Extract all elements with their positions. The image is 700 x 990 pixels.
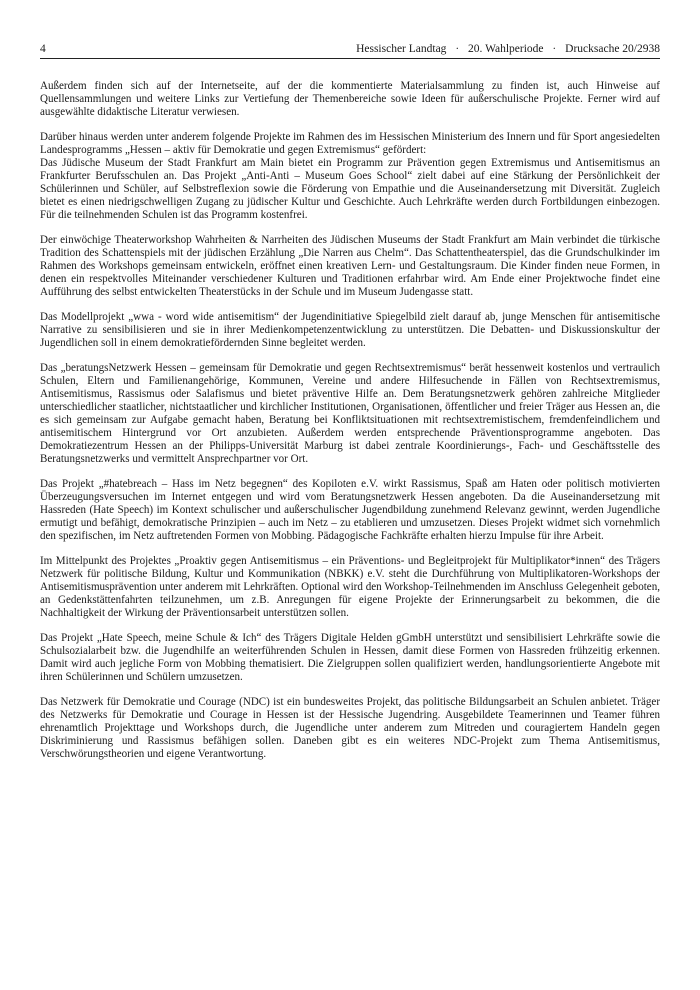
legislative-period: 20. Wahlperiode	[468, 43, 544, 55]
paragraph: Das Netzwerk für Demokratie und Courage (NDC) ist ein bundesweites Projekt, das politische Bildungsarbeit an Schulen anbietet. Träger des Netzwerks für Demokratie und Courage in Hessen ist der Hessische Jugendring. Ausgebildete Teamerinnen und Teamer führen ehrenamtlich Projekttage und Workshops durch, die Jugendliche unter anderem zum Mitreden und couragiertem Handeln gegen Diskriminierung und Rassismus befähigen sollen. Daneben gibt es ein weiteres NDC-Projekt zum Thema Antisemitismus, Verschwörungstheorien und eigene Verantwortung.	[40, 696, 660, 760]
document-number: Drucksache 20/2938	[565, 43, 660, 55]
header-separator: ·	[552, 43, 557, 55]
paragraph: Darüber hinaus werden unter anderem folgende Projekte im Rahmen des im Hessischen Ministerium des Innern und für Sport angesiedelten Landesprogramms „Hessen – aktiv für Demokratie und gegen Extremismus“ gefördert:	[40, 131, 660, 156]
header-meta	[356, 42, 660, 56]
paragraph: Das „beratungsNetzwerk Hessen – gemeinsam für Demokratie und gegen Rechtsextremismus“ berät hessenweit kostenlos und vertraulich Schulen, Eltern und Familienangehörige, Kommunen, Vereine und andere Hilfesuchende in Fällen von Rechtsextremismus, Antisemitismus, Rassismus oder Salafismus und bietet präventive Hilfe an. Dem Beratungsnetzwerk gehören zahlreiche Mitglieder unterschiedlicher staatlicher, nichtstaatlicher und kirchlicher Institutionen, Organisationen, öffentlicher und freier Träger aus Hessen an, die es sich gemeinsam zur Aufgabe gemacht haben, Beratung bei Konfliktsituationen mit rechtsextremistischem, fremdenfeindlichem und antisemitischem Hintergrund vor Ort anzubieten. Außerdem werden entsprechende Präventionsprogramme angeboten. Das Demokratiezentrum Hessen an der Philipps-Universität Marburg ist dabei zentrale Koordinierungs-, Fach- und Geschäftsstelle des Beratungsnetzwerks und vermittelt Ansprechpartner vor Ort.	[40, 362, 660, 465]
paragraph: Das Jüdische Museum der Stadt Frankfurt am Main bietet ein Programm zur Prävention gegen Extremismus und Antisemitismus an Frankfurter Berufsschulen an. Das Projekt „Anti-Anti – Museum Goes School“ zielt dabei auf eine Stärkung der Persönlichkeit der Schülerinnen und Schüler, auf Selbstreflexion sowie die Förderung von Empathie und die Auseinandersetzung mit Diversität. Zugleich bietet es einen niedrigschwelligen Zugang zu jüdischer Kultur und Geschichte. Auch Lehrkräfte werden durch Fortbildungen einbezogen. Für die teilnehmenden Schulen ist das Programm kostenfrei.	[40, 157, 660, 221]
page-number: 4	[40, 43, 46, 55]
paragraph: Im Mittelpunkt des Projektes „Proaktiv gegen Antisemitismus – ein Präventions- und Begleitprojekt für Multiplikator*innen“ des Trägers Netzwerk für politische Bildung, Kultur und Kommunikation (NBKK) e.V. steht die Durchführung von Multiplikatoren-Workshops der Antisemitismusprävention unter anderem mit Lehrkräften. Optional wird den Workshop-Teilnehmenden im Anschluss Gelegenheit geboten, an Gedenkstättenfahrten teilzunehmen, um z.B. Anregungen für eigene Projekte der Erinnerungsarbeit zu bekommen, die die Nachhaltigkeit der Wirkung der Präventionsarbeit unterstützen sollen.	[40, 555, 660, 619]
paragraph: Der einwöchige Theaterworkshop Wahrheiten & Narrheiten des Jüdischen Museums der Stadt Frankfurt am Main verbindet die türkische Tradition des Schattenspiels mit der jüdischen Erzählung „Die Narren aus Chelm“. Das Schattentheaterspiel, das die Grundschulkinder im Rahmen des Workshops gemeinsam entwickeln, eröffnet einen kreativen Lern- und Gestaltungsraum. Die Kinder finden neue Formen, in denen ein respektvolles Miteinander verschiedener Kulturen und Traditionen erfahrbar wird. Am Ende einer Projektwoche findet eine Aufführung des selbst entwickelten Theaterstücks in der Schule und im Museum Judengasse statt.	[40, 234, 660, 298]
page-header	[40, 40, 660, 59]
paragraph: Das Projekt „#hatebreach – Hass im Netz begegnen“ des Kopiloten e.V. wirkt Rassismus, Spaß am Haten oder politisch motivierten Überzeugungsversuchen im Internet entgegen und wird vom Beratungsnetzwerk Hessen angeboten. Da die Auseinandersetzung mit Hassreden (Hate Speech) im Kontext schulischer und außerschulischer Jugendbildung zunehmend Relevanz gewinnt, werden Jugendliche ermutigt und befähigt, demokratische Prinzipien – auch im Netz – zu etablieren und umzusetzen. Dieses Projekt widmet sich vornehmlich den spezifischen, im Netz auftretenden Formen von Mobbing. Pädagogische Fachkräfte erhalten hierzu Impulse für ihre Arbeit.	[40, 478, 660, 542]
paragraph: Außerdem finden sich auf der Internetseite, auf der die kommentierte Materialsammlung zu finden ist, auch Hinweise auf Quellensammlungen und weitere Links zur Vertiefung der Themenbereiche sowie Ideen für außerschulische Projekte. Ferner wird auf ausgewählte didaktische Literatur verwiesen.	[40, 80, 660, 118]
paragraph: Das Projekt „Hate Speech, meine Schule & Ich“ des Trägers Digitale Helden gGmbH unterstützt und sensibilisiert Lehrkräfte sowie die Schulsozialarbeit bzw. die Jugendhilfe an weiterführenden Schulen in Hessen, damit diese Formen von Hassreden frühzeitig erkennen. Damit wird auch jegliche Form von Mobbing thematisiert. Die Zielgruppen sollen qualifiziert werden, handlungsorientierte Angebote mit ihren Schülerinnen und Schülern umzusetzen.	[40, 632, 660, 683]
header-separator: ·	[455, 43, 460, 55]
document-body	[40, 80, 660, 773]
publisher: Hessischer Landtag	[356, 43, 447, 55]
paragraph: Das Modellprojekt „wwa - word wide antisemitism“ der Jugendinitiative Spiegelbild zielt darauf ab, junge Menschen für antisemitische Narrative zu sensibilisieren und sie in ihrer Medienkompetenzentwicklung zu unterstützen. Die Debatten- und Diskussionskultur der Jugendlichen soll in einem demokratiefördernden Sinne begleitet werden.	[40, 311, 660, 349]
